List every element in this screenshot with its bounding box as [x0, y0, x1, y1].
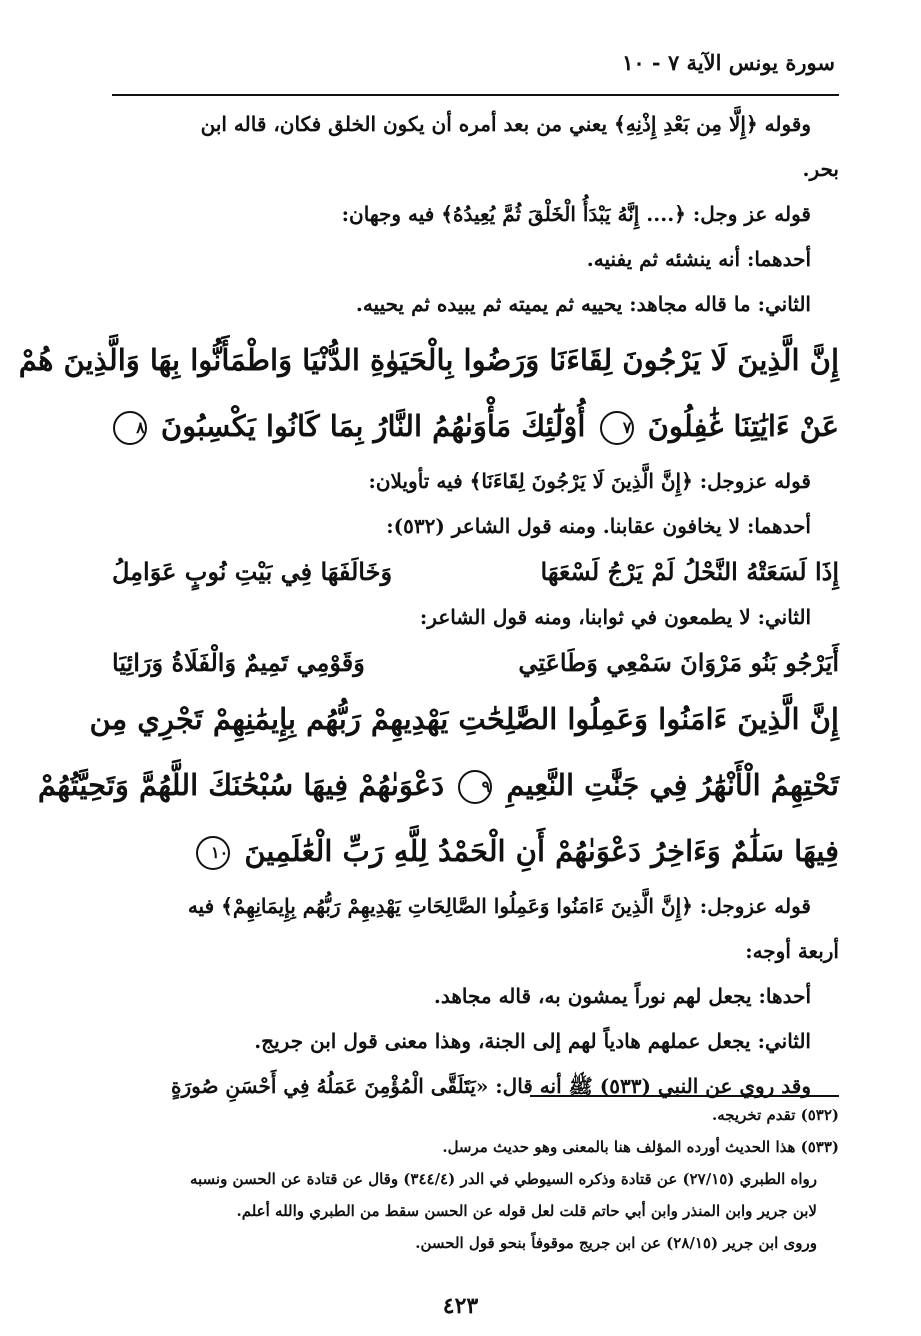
poem-second-hemistich: وَقَوْمِي تَمِيمٌ وَالْفَلَاةُ وَرَائِيَا: [112, 648, 365, 677]
quran-verse-text: فِيهَا سَلَٰمٌ وَءَاخِرُ دَعْوَىٰهُمْ أَنِ الْحَمْدُ لِلَّهِ رَبِّ الْعَٰلَمِينَ: [244, 834, 839, 868]
paragraph-line: أربعة أوجه:: [745, 939, 839, 963]
paragraph-line: أحدهما: أنه ينشئه ثم يفنيه.: [586, 247, 811, 271]
verse-number-marker: ٧: [600, 411, 634, 445]
paragraph-line: أحدها: يجعل لهم نوراً يمشون به، قاله مجاهد.: [433, 984, 811, 1008]
poem-second-hemistich: وَخَالَفَهَا فِي بَيْتِ نُوبٍ عَوَامِلُ: [112, 557, 393, 586]
footnote-line: لابن جرير وابن المنذر وابن أبي حاتم قلت لعل قوله عن الحسن سقط من الطبري والله أعلم.: [236, 1202, 817, 1220]
poem-verse: [112, 549, 839, 595]
paragraph-line: وقد روي عن النبي (٥٣٣) ﷺ أنه قال: «يَتَلَقَّى الْمُؤْمِنَ عَمَلُهُ فِي أَحْسَنِ صُورَةٍ: [171, 1074, 811, 1098]
quran-verse-line: إِنَّ الَّذِينَ لَا يَرْجُونَ لِقَاءَنَا وَرَضُوا بِالْحَيَوٰةِ الدُّنْيَا وَاطْمَأَنُّوا بِهَا وَالَّذِينَ هُمْ: [18, 343, 839, 377]
paragraph-line: قوله عزوجل: ﴿إِنَّ الَّذِينَ لَا يَرْجُونَ لِقَاءَنَا﴾ فيه تأويلان:: [368, 469, 811, 493]
footnote-line: وروى ابن جرير (٢٨/١٥) عن ابن جريج موقوفاً بنحو قول الحسن.: [415, 1234, 817, 1252]
paragraph-line: وقوله ﴿إِلَّا مِن بَعْدِ إِذْنِهِ﴾ يعني من بعد أمره أن يكون الخلق فكان، قاله ابن: [200, 112, 811, 136]
paragraph-line: الثاني: يجعل عملهم هادياً لهم إلى الجنة، وهذا معنى قول ابن جريج.: [254, 1029, 811, 1053]
paragraph-line: بحر.: [802, 157, 839, 181]
quran-verse-line: إِنَّ الَّذِينَ ءَامَنُوا وَعَمِلُوا الصَّٰلِحَٰتِ يَهْدِيهِمْ رَبُّهُم بِإِيمَٰنِهِمْ تَجْرِي مِن: [89, 702, 839, 736]
paragraph-line: أحدهما: لا يخافون عقابنا. ومنه قول الشاعر (٥٣٢):: [386, 514, 811, 538]
quran-verse-text: دَعْوَىٰهُمْ فِيهَا سُبْحَٰنَكَ اللَّهُمَّ وَتَحِيَّتُهُمْ: [37, 768, 445, 802]
quran-verse-text: أُوْلَٰٓئِكَ مَأْوَىٰهُمُ النَّارُ بِمَا كَانُوا يَكْسِبُونَ: [160, 409, 586, 443]
quran-verse-text: عَنْ ءَايَٰتِنَا غَٰفِلُونَ: [647, 409, 839, 443]
footnote-rule: [530, 1095, 839, 1097]
footnotes: [112, 1099, 839, 1259]
running-head: سورة يونس الآية ٧ - ١٠: [622, 50, 835, 75]
verse-number-marker: ٩: [458, 770, 492, 804]
quran-verse-text: تَحْتِهِمُ الْأَنْهَٰرُ فِي جَنَّٰتِ النَّعِيمِ: [506, 768, 839, 802]
verse-number-marker: ٨: [113, 411, 147, 445]
paragraph-line: الثاني: ما قاله مجاهد: يحييه ثم يميته ثم يبيده ثم يحييه.: [355, 292, 811, 316]
header-rule: [112, 94, 839, 96]
paragraph-line: الثاني: لا يطمعون في ثوابنا، ومنه قول الشاعر:: [419, 605, 811, 629]
quran-verse-line: [37, 752, 839, 818]
poem-first-hemistich: إِذَا لَسَعَتْهُ النَّحْلُ لَمْ يَرْجُ لَسْعَهَا: [540, 557, 839, 586]
quran-verse-line: [112, 393, 839, 459]
page-body: [18, 102, 839, 1109]
poem-first-hemistich: أَيَرْجُو بَنُو مَرْوَانَ سَمْعِي وَطَاعَتِي: [518, 648, 839, 677]
paragraph-line: قوله عزوجل: ﴿إِنَّ الَّذِينَ ءَامَنُوا وَعَمِلُوا الصَّالِحَاتِ يَهْدِيهِمْ رَبُّهُم بِإِيمَانِهِمْ﴾ فيه: [187, 894, 811, 918]
poem-verse: [112, 640, 839, 686]
paragraph-line: قوله عز وجل: ﴿.... إِنَّهُ يَبْدَأُ الْخَلْقَ ثُمَّ يُعِيدُهُ﴾ فيه وجهان:: [341, 202, 811, 226]
page-number: ٤٢٣: [442, 1293, 479, 1319]
verse-number-marker: ١٠: [196, 836, 230, 870]
footnote: (٥٣٣) هذا الحديث أورده المؤلف هنا بالمعنى وهو حديث مرسل.: [442, 1138, 839, 1156]
quran-verse-line: [112, 818, 839, 884]
footnote-line: رواه الطبري (٢٧/١٥) عن قتادة وذكره السيوطي في الدر (٣٤٤/٤) وقال عن قتادة عن الحسن ونسبه: [189, 1170, 817, 1188]
footnote: (٥٣٢) تقدم تخريجه.: [711, 1106, 839, 1124]
